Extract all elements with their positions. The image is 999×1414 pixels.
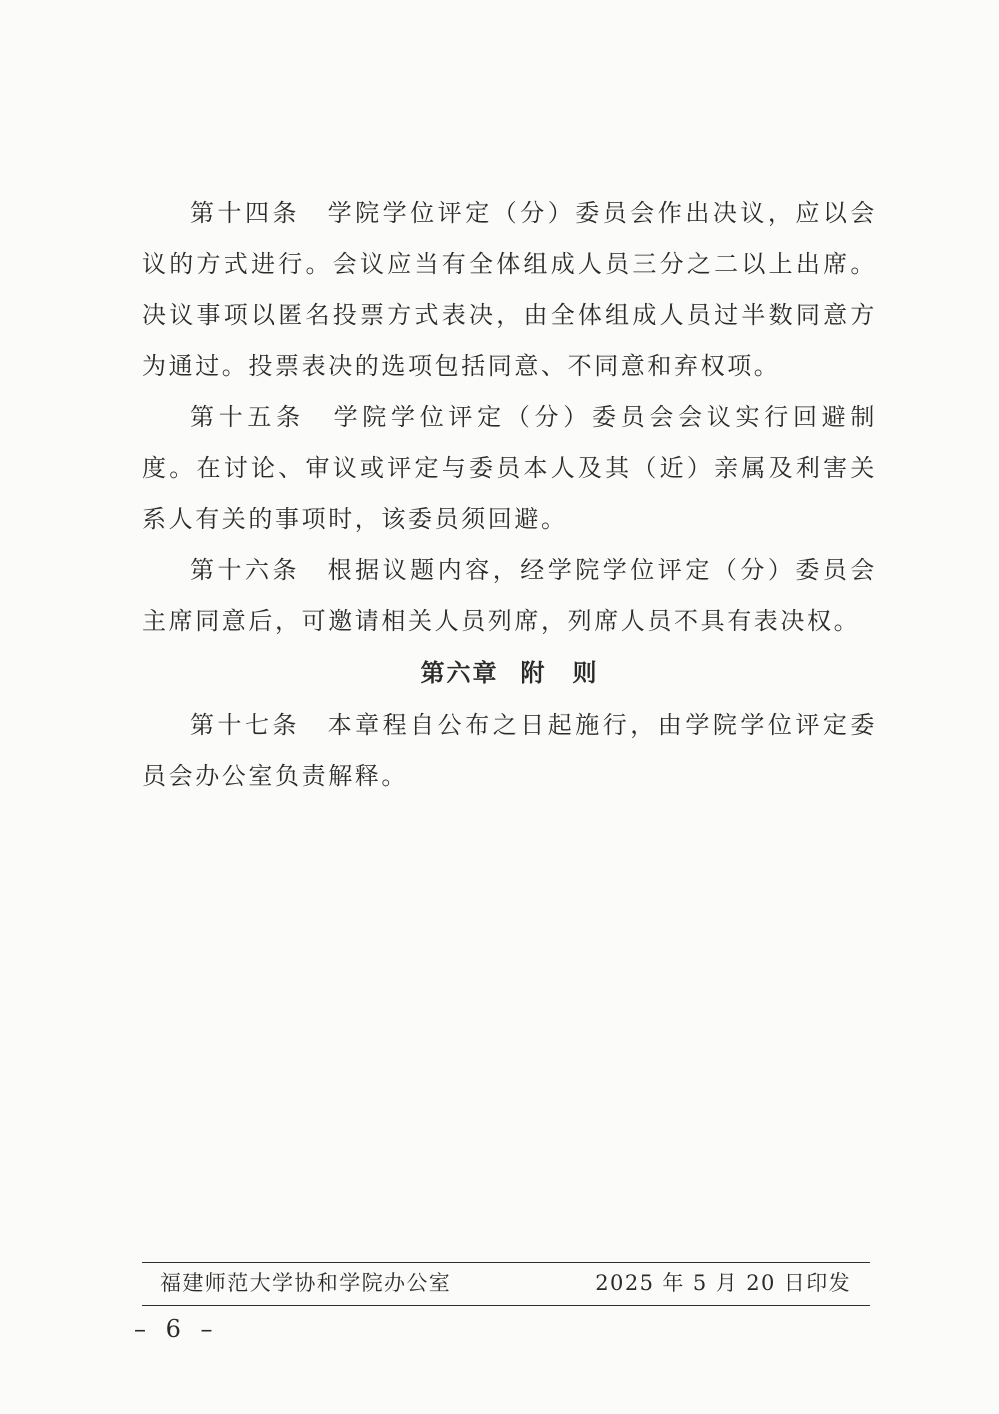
page-number: – 6 – bbox=[134, 1315, 219, 1343]
article-text: 学院学位评定（分）委员会作出决议，应以会议的方式进行。会议应当有全体组成人员三分之二以上出席。决议事项以匿名投票方式表决，由全体组成人员过半数同意方为通过。投票表决的选项包括同意、不同意和弃权项。 bbox=[142, 199, 878, 380]
article-title: 第十六条 bbox=[190, 556, 301, 584]
article-17 bbox=[142, 700, 877, 802]
chapter-name: 附 则 bbox=[520, 659, 599, 687]
footer-top-rule bbox=[142, 1262, 870, 1263]
article-title: 第十四条 bbox=[190, 199, 301, 227]
document-body bbox=[142, 188, 877, 802]
chapter-heading bbox=[142, 647, 877, 700]
chapter-number: 第六章 bbox=[420, 659, 499, 687]
footer-bottom-rule bbox=[142, 1305, 870, 1306]
article-text: 根据议题内容，经学院学位评定（分）委员会主席同意后，可邀请相关人员列席，列席人员不具有表决权。 bbox=[142, 556, 878, 635]
issuer-name: 福建师范大学协和学院办公室 bbox=[160, 1271, 452, 1295]
article-text: 学院学位评定（分）委员会会议实行回避制度。在讨论、审议或评定与委员本人及其（近）亲属及利害关系人有关的事项时，该委员须回避。 bbox=[142, 403, 877, 533]
article-title: 第十七条 bbox=[190, 711, 301, 739]
article-16 bbox=[142, 545, 877, 647]
article-15 bbox=[142, 392, 877, 545]
issue-date: 2025 年 5 月 20 日印发 bbox=[595, 1271, 851, 1295]
article-text: 本章程自公布之日起施行，由学院学位评定委员会办公室负责解释。 bbox=[142, 711, 878, 790]
article-14 bbox=[142, 188, 877, 392]
article-title: 第十五条 bbox=[190, 403, 305, 431]
